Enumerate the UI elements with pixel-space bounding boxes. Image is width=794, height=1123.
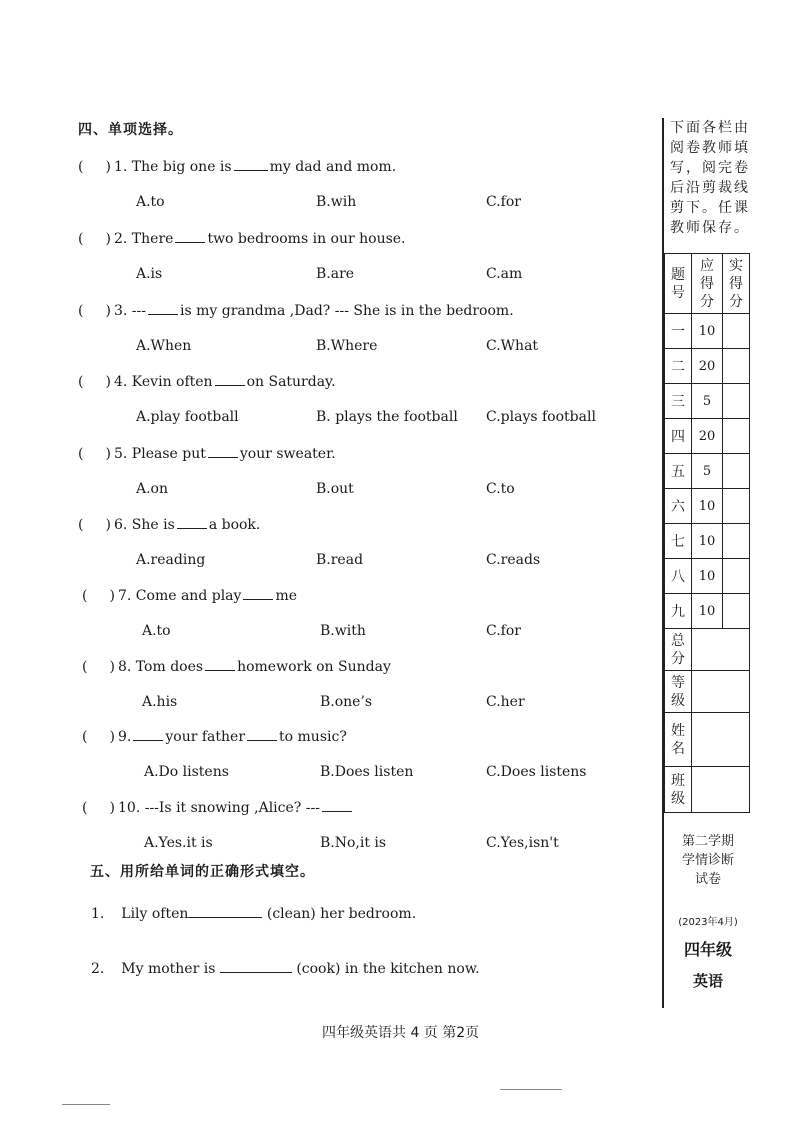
score-table (664, 253, 750, 813)
question-10 (82, 799, 354, 816)
actual-score-cell[interactable] (723, 524, 750, 559)
question-stem: 8. Tom does (118, 659, 204, 675)
section-number: 五 (665, 454, 692, 489)
blank (148, 302, 178, 315)
answer-paren[interactable]: ( ) (78, 446, 111, 462)
name-cell[interactable] (692, 713, 750, 767)
header-actual-score: 实 得 分 (723, 254, 750, 314)
question-stem: 6. She is (114, 517, 175, 533)
answer-paren[interactable]: ( ) (78, 303, 111, 319)
answer-paren[interactable]: ( ) (82, 800, 115, 816)
strip-note: 下面各栏由阅卷教师填写，阅完卷后沿剪裁线剪下。任课教师保存。 (670, 120, 750, 236)
question-2 (78, 230, 406, 247)
score-row (665, 454, 750, 489)
section-number: 七 (665, 524, 692, 559)
answer-paren[interactable]: ( ) (78, 517, 111, 533)
section-4-title: 四、单项选择。 (78, 122, 183, 138)
option-c[interactable]: C.reads (486, 552, 541, 568)
max-score: 5 (692, 454, 723, 489)
answer-paren[interactable]: ( ) (78, 231, 111, 247)
option-b[interactable]: B.Where (316, 338, 378, 354)
fill-blank[interactable] (188, 905, 262, 918)
header-question-no: 题 号 (665, 254, 692, 314)
score-row (665, 349, 750, 384)
section-5-title: 五、用所给单词的正确形式填空。 (90, 864, 315, 880)
question-stem-end: is my grandma ,Dad? --- She is in the bedroom. (180, 303, 514, 319)
question-6 (78, 516, 260, 533)
question-stem-end: me (275, 588, 297, 604)
blank (243, 587, 273, 600)
option-a[interactable]: A.When (136, 338, 192, 354)
section-number: 二 (665, 349, 692, 384)
option-b[interactable]: B.one’s (320, 694, 373, 710)
exam-title: 第二学期 学情诊断 试卷 (681, 834, 734, 887)
option-c[interactable]: C.for (486, 623, 521, 639)
question-stem: 4. Kevin often (114, 374, 213, 390)
fill-item-text: Lily often (121, 906, 189, 922)
question-stem: 3. --- (114, 303, 146, 319)
option-c[interactable]: C.am (486, 266, 523, 282)
blank (133, 728, 163, 741)
option-a[interactable]: A.to (142, 623, 171, 639)
section-number: 八 (665, 559, 692, 594)
option-a[interactable]: A.Do listens (144, 764, 229, 780)
question-stem-end: on Saturday. (246, 374, 336, 390)
question-stem-end: my dad and mom. (269, 159, 397, 175)
actual-score-cell[interactable] (723, 349, 750, 384)
fill-item-1 (91, 905, 416, 922)
actual-score-cell[interactable] (723, 454, 750, 489)
question-5 (78, 445, 336, 462)
option-b[interactable]: B.wih (316, 194, 357, 210)
option-b[interactable]: B. plays the football (316, 409, 458, 425)
section-number: 六 (665, 489, 692, 524)
option-c[interactable]: C.plays football (486, 409, 596, 425)
question-stem-end: two bedrooms in our house. (207, 231, 406, 247)
actual-score-cell[interactable] (723, 419, 750, 454)
score-row (665, 559, 750, 594)
fill-item-number: 1. (91, 906, 105, 922)
blank (175, 230, 205, 243)
score-row (665, 419, 750, 454)
option-a[interactable]: A.on (136, 481, 169, 497)
question-stem-end: a book. (208, 517, 261, 533)
max-score: 10 (692, 314, 723, 349)
question-stem-mid: your father (165, 729, 246, 745)
option-a[interactable]: A.Yes.it is (144, 835, 213, 851)
actual-score-cell[interactable] (723, 489, 750, 524)
answer-paren[interactable]: ( ) (82, 729, 115, 745)
fill-item-2 (91, 960, 480, 977)
score-row (665, 384, 750, 419)
question-stem: 5. Please put (114, 446, 206, 462)
section-number: 四 (665, 419, 692, 454)
exam-date: (2023年4月) (678, 917, 738, 928)
option-b[interactable]: B.read (316, 552, 364, 568)
subject-label: 英语 (692, 972, 723, 990)
name-label: 姓 名 (665, 713, 692, 767)
page-footer: 四年级英语共 4 页 第2页 (322, 1025, 480, 1041)
score-row (665, 524, 750, 559)
option-a[interactable]: A.to (136, 194, 165, 210)
question-stem: 9. (118, 729, 132, 745)
actual-score-cell[interactable] (723, 559, 750, 594)
level-label: 等 级 (665, 671, 692, 713)
blank (234, 158, 268, 171)
fill-item-hint: (clean) her bedroom. (266, 906, 417, 922)
option-c[interactable]: C.What (486, 338, 539, 354)
question-stem: 2. There (114, 231, 174, 247)
actual-score-cell[interactable] (723, 384, 750, 419)
fill-item-number: 2. (91, 961, 105, 977)
level-cell[interactable] (692, 671, 750, 713)
question-4 (78, 373, 336, 390)
max-score: 10 (692, 559, 723, 594)
score-row (665, 314, 750, 349)
score-row (665, 594, 750, 629)
scan-mark (62, 1104, 110, 1105)
question-stem-end: homework on Sunday (237, 659, 391, 675)
option-b[interactable]: B.Does listen (320, 764, 414, 780)
answer-paren[interactable]: ( ) (82, 588, 115, 604)
answer-paren[interactable]: ( ) (82, 659, 115, 675)
option-a[interactable]: A.reading (136, 552, 206, 568)
class-label: 班 级 (665, 767, 692, 813)
option-c[interactable]: C.to (486, 481, 515, 497)
actual-score-cell[interactable] (723, 314, 750, 349)
max-score: 20 (692, 419, 723, 454)
option-b[interactable]: B.out (316, 481, 354, 497)
score-row (665, 489, 750, 524)
option-b[interactable]: B.are (316, 266, 355, 282)
option-c[interactable]: C.Does listens (486, 764, 587, 780)
blank (177, 516, 207, 529)
class-cell[interactable] (692, 767, 750, 813)
answer-paren[interactable]: ( ) (78, 159, 111, 175)
section-number: 三 (665, 384, 692, 419)
option-a[interactable]: A.play football (136, 409, 239, 425)
question-1 (78, 158, 396, 175)
max-score: 10 (692, 594, 723, 629)
blank (205, 658, 235, 671)
question-3 (78, 302, 514, 319)
question-stem: 7. Come and play (118, 588, 242, 604)
total-label: 总 分 (665, 629, 692, 671)
blank (247, 728, 277, 741)
fill-blank[interactable] (220, 960, 292, 973)
answer-paren[interactable]: ( ) (78, 374, 111, 390)
option-c[interactable]: C.her (486, 694, 525, 710)
fill-item-hint: (cook) in the kitchen now. (296, 961, 480, 977)
option-a[interactable]: A.his (142, 694, 178, 710)
option-c[interactable]: C.for (486, 194, 521, 210)
option-c[interactable]: C.Yes,isn't (486, 835, 559, 851)
option-b[interactable]: B.No,it is (320, 835, 387, 851)
question-stem-end: your sweater. (239, 446, 336, 462)
max-score: 20 (692, 349, 723, 384)
question-8 (82, 658, 391, 675)
grade-label: 四年级 (683, 940, 732, 959)
max-score: 5 (692, 384, 723, 419)
total-cell[interactable] (692, 629, 750, 671)
question-9 (82, 728, 347, 745)
question-7 (82, 587, 297, 604)
fill-item-text: My mother is (121, 961, 216, 977)
question-stem: 1. The big one is (114, 159, 232, 175)
section-number: 九 (665, 594, 692, 629)
max-score: 10 (692, 524, 723, 559)
question-stem-end: to music? (279, 729, 347, 745)
header-max-score: 应 得 分 (692, 254, 723, 314)
option-b[interactable]: B.with (320, 623, 366, 639)
blank (322, 799, 352, 812)
section-number: 一 (665, 314, 692, 349)
max-score: 10 (692, 489, 723, 524)
blank (215, 373, 245, 386)
question-stem: 10. ---Is it snowing ,Alice? --- (118, 800, 320, 816)
scan-mark (500, 1089, 562, 1090)
actual-score-cell[interactable] (723, 594, 750, 629)
option-a[interactable]: A.is (136, 266, 163, 282)
blank (208, 445, 238, 458)
